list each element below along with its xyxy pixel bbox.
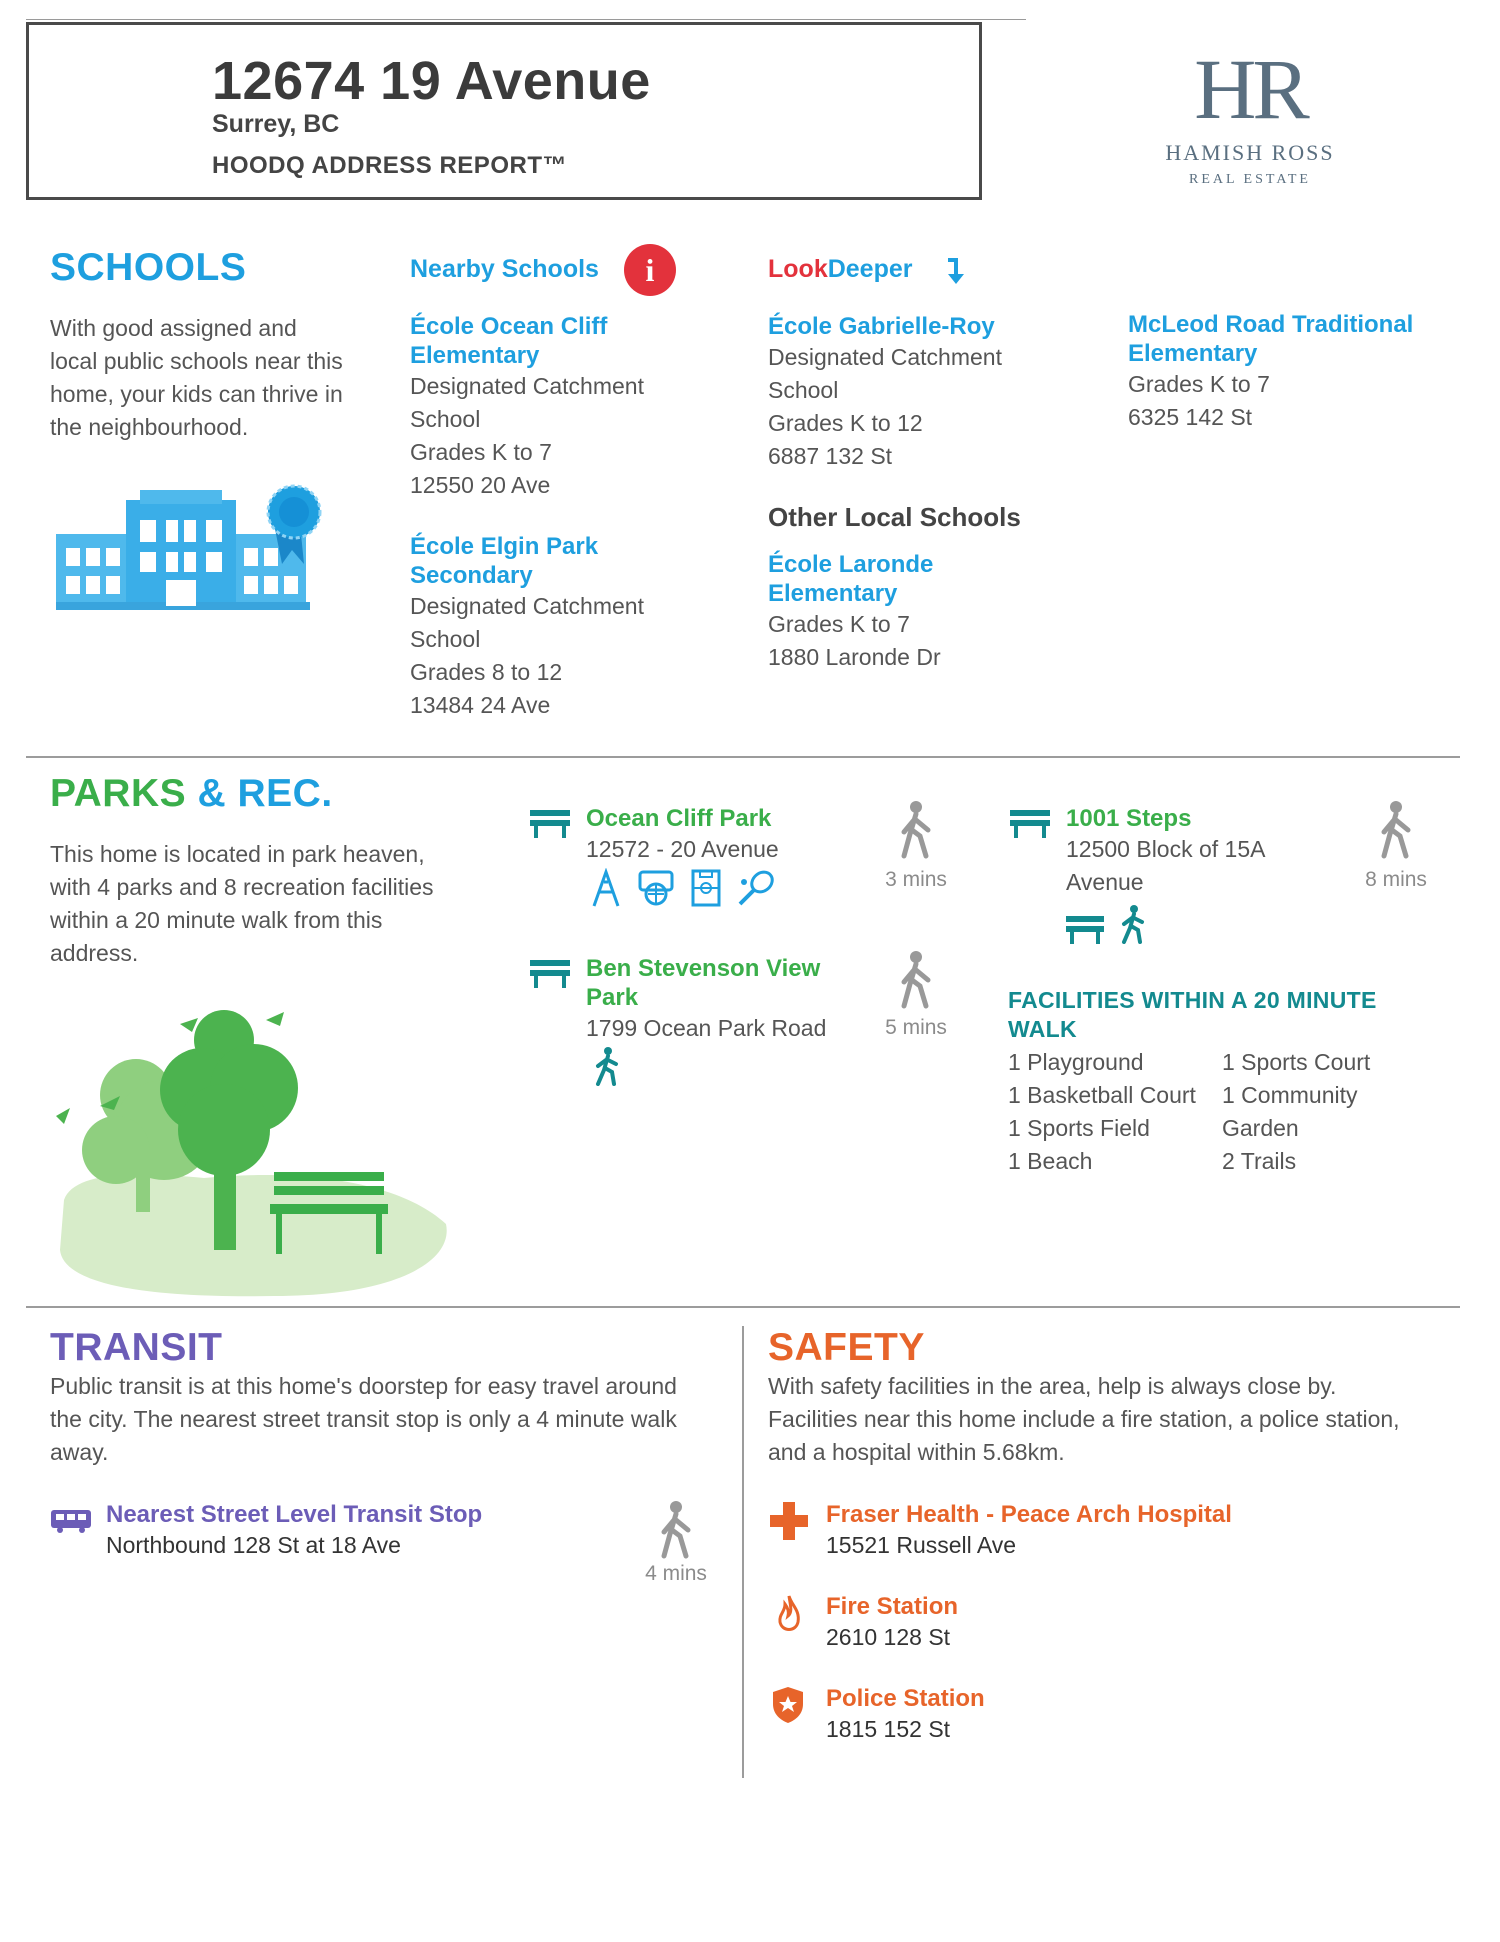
- school-detail: School: [410, 406, 481, 432]
- info-icon[interactable]: i: [624, 244, 676, 296]
- school-card[interactable]: [768, 550, 1088, 674]
- police-badge-icon: [772, 1686, 804, 1724]
- hospital-cross-icon: [770, 1502, 808, 1540]
- transit-description: [50, 1370, 730, 1469]
- park-address: Avenue: [1066, 869, 1144, 895]
- bench-icon: [1066, 914, 1104, 944]
- school-detail: Designated Catchment: [768, 344, 1002, 370]
- safety-item[interactable]: [826, 1592, 1326, 1653]
- school-name: École Laronde: [768, 551, 934, 578]
- trail-runner-icon: [594, 1046, 620, 1086]
- school-card[interactable]: [1128, 310, 1468, 434]
- park-name: Ben Stevenson View: [586, 955, 821, 982]
- park-address: 1799 Ocean Park Road: [586, 1015, 827, 1041]
- walk-time: 8 mins: [1365, 868, 1427, 891]
- brokerage-logo: [1150, 41, 1350, 188]
- fire-icon: [776, 1594, 802, 1634]
- walking-person-icon: [1376, 800, 1416, 860]
- park-address: 12572 - 20 Avenue: [586, 836, 779, 862]
- schools-description: [50, 312, 380, 444]
- facilities-title: [1008, 986, 1428, 1044]
- school-detail: 6325 142 St: [1128, 404, 1253, 430]
- safety-item-name: Fraser Health - Peace Arch Hospital: [826, 1501, 1232, 1528]
- facility-item: 1 Basketball Court: [1008, 1082, 1196, 1108]
- tennis-racket-icon: [736, 868, 776, 908]
- bench-icon: [530, 958, 570, 988]
- facility-item: 1 Sports Field: [1008, 1115, 1150, 1141]
- facilities-title-line: WALK: [1008, 1016, 1077, 1042]
- transit-description-line: Public transit is at this home's doorstep for easy travel around: [50, 1373, 677, 1399]
- park-card[interactable]: [1066, 804, 1306, 899]
- logo-subtitle: REAL ESTATE: [1189, 172, 1311, 187]
- nearby-schools-label: Nearby Schools: [410, 255, 599, 283]
- schools-description-line: With good assigned and: [50, 315, 297, 341]
- transit-description-line: away.: [50, 1439, 109, 1465]
- school-name: McLeod Road Traditional: [1128, 311, 1414, 338]
- school-detail: Designated Catchment: [410, 593, 644, 619]
- school-detail: School: [410, 626, 481, 652]
- school-detail: 13484 24 Ave: [410, 692, 551, 718]
- safety-item-address: 15521 Russell Ave: [826, 1532, 1017, 1558]
- school-name: École Ocean Cliff: [410, 313, 608, 340]
- school-card[interactable]: [410, 532, 710, 722]
- safety-item-name: Police Station: [826, 1685, 985, 1712]
- property-address: 12674 19 Avenue: [212, 51, 651, 111]
- school-name: Secondary: [410, 562, 533, 589]
- walk-time: 5 mins: [885, 1016, 947, 1039]
- safety-section-title: SAFETY: [768, 1326, 925, 1369]
- school-detail: Grades K to 7: [1128, 371, 1270, 397]
- playground-icon: [590, 868, 622, 908]
- school-card[interactable]: [768, 312, 1088, 473]
- section-divider: [26, 1306, 1460, 1308]
- bus-icon: [50, 1508, 92, 1534]
- parks-description-line: address.: [50, 940, 139, 966]
- logo-mark: HR: [1194, 41, 1306, 137]
- school-detail: Designated Catchment: [410, 373, 644, 399]
- safety-item-address: 1815 152 St: [826, 1716, 951, 1742]
- safety-description-line: Facilities near this home include a fire station, a police station,: [768, 1406, 1400, 1432]
- park-name: Ocean Cliff Park: [586, 805, 772, 832]
- trail-runner-icon: [1120, 904, 1146, 944]
- walking-person-icon: [656, 1500, 696, 1560]
- school-detail: Grades 8 to 12: [410, 659, 563, 685]
- park-name: Park: [586, 984, 639, 1011]
- report-title: HOODQ ADDRESS REPORT™: [212, 152, 567, 179]
- facilities-list-col1: [1008, 1046, 1218, 1178]
- school-name: Elementary: [410, 342, 540, 369]
- school-detail: 1880 Laronde Dr: [768, 644, 941, 670]
- parks-description-line: This home is located in park heaven,: [50, 841, 425, 867]
- sports-field-icon: [690, 868, 722, 908]
- safety-description-line: With safety facilities in the area, help is always close by.: [768, 1373, 1337, 1399]
- school-detail: 6887 132 St: [768, 443, 893, 469]
- walk-time: 4 mins: [645, 1562, 707, 1585]
- parks-description: [50, 838, 470, 970]
- lookdeeper-link[interactable]: [768, 255, 912, 284]
- school-building-icon: [56, 484, 324, 614]
- safety-item[interactable]: [826, 1684, 1326, 1745]
- school-name: Elementary: [1128, 340, 1258, 367]
- park-amenities: [590, 868, 776, 908]
- safety-item-name: Fire Station: [826, 1593, 959, 1620]
- parks-section-title: [50, 772, 333, 816]
- safety-item-address: 2610 128 St: [826, 1624, 951, 1650]
- walking-person-icon: [896, 950, 936, 1010]
- facility-item: 1 Community: [1222, 1082, 1358, 1108]
- bench-icon: [1010, 808, 1050, 838]
- facilities-list-col2: [1222, 1046, 1432, 1178]
- parks-title-part1: PARKS: [50, 772, 187, 815]
- lookdeeper-label-part2: Deeper: [827, 255, 913, 283]
- park-address: 12500 Block of 15A: [1066, 836, 1266, 862]
- walk-time: 3 mins: [885, 868, 947, 891]
- parks-description-line: with 4 parks and 8 recreation facilities: [50, 874, 434, 900]
- park-illustration-icon: [54, 1000, 454, 1300]
- park-card[interactable]: [586, 954, 856, 1045]
- facility-item: 1 Playground: [1008, 1049, 1144, 1075]
- lookdeeper-label-part1: Look: [768, 255, 828, 283]
- school-name: Elementary: [768, 580, 898, 607]
- school-detail: Grades K to 7: [410, 439, 552, 465]
- transit-section-title: TRANSIT: [50, 1326, 223, 1369]
- basketball-icon: [636, 868, 676, 908]
- park-amenities: [1066, 904, 1146, 944]
- school-detail: Grades K to 12: [768, 410, 923, 436]
- school-name: École Gabrielle-Roy: [768, 313, 995, 340]
- parks-description-line: within a 20 minute walk from this: [50, 907, 383, 933]
- facilities-title-line: FACILITIES WITHIN A 20 MINUTE: [1008, 987, 1377, 1013]
- school-detail: School: [768, 377, 839, 403]
- school-card[interactable]: [410, 312, 710, 502]
- transit-stop-label: Nearest Street Level Transit Stop: [106, 1501, 483, 1528]
- bench-icon: [530, 808, 570, 838]
- safety-item[interactable]: [826, 1500, 1426, 1561]
- schools-description-line: home, your kids can thrive in: [50, 381, 343, 407]
- park-name: 1001 Steps: [1066, 805, 1192, 832]
- transit-description-line: the city. The nearest street transit stop is only a 4 minute walk: [50, 1406, 677, 1432]
- park-card[interactable]: [586, 804, 846, 866]
- school-detail: 12550 20 Ave: [410, 472, 551, 498]
- schools-description-line: local public schools near this: [50, 348, 343, 374]
- school-name: École Elgin Park: [410, 533, 599, 560]
- safety-description: [768, 1370, 1468, 1469]
- facility-item: 1 Beach: [1008, 1148, 1093, 1174]
- transit-stop-card[interactable]: [106, 1500, 606, 1561]
- other-local-schools-label: Other Local Schools: [768, 502, 1021, 532]
- property-city: Surrey, BC: [212, 110, 340, 138]
- transit-stop-address: Northbound 128 St at 18 Ave: [106, 1532, 401, 1558]
- school-detail: Grades K to 7: [768, 611, 910, 637]
- arrow-down-right-icon: [942, 254, 970, 286]
- facility-item: Garden: [1222, 1115, 1299, 1141]
- schools-section-title: SCHOOLS: [50, 246, 247, 289]
- column-divider: [742, 1326, 744, 1778]
- parks-title-ampersand: &: [197, 772, 227, 815]
- walking-person-icon: [896, 800, 936, 860]
- section-divider: [26, 756, 1460, 758]
- safety-description-line: and a hospital within 5.68km.: [768, 1439, 1065, 1465]
- schools-description-line: the neighbourhood.: [50, 414, 249, 440]
- parks-title-part3: REC.: [237, 772, 333, 815]
- facility-item: 1 Sports Court: [1222, 1049, 1371, 1075]
- logo-name: HAMISH ROSS: [1165, 140, 1335, 165]
- facility-item: 2 Trails: [1222, 1148, 1297, 1174]
